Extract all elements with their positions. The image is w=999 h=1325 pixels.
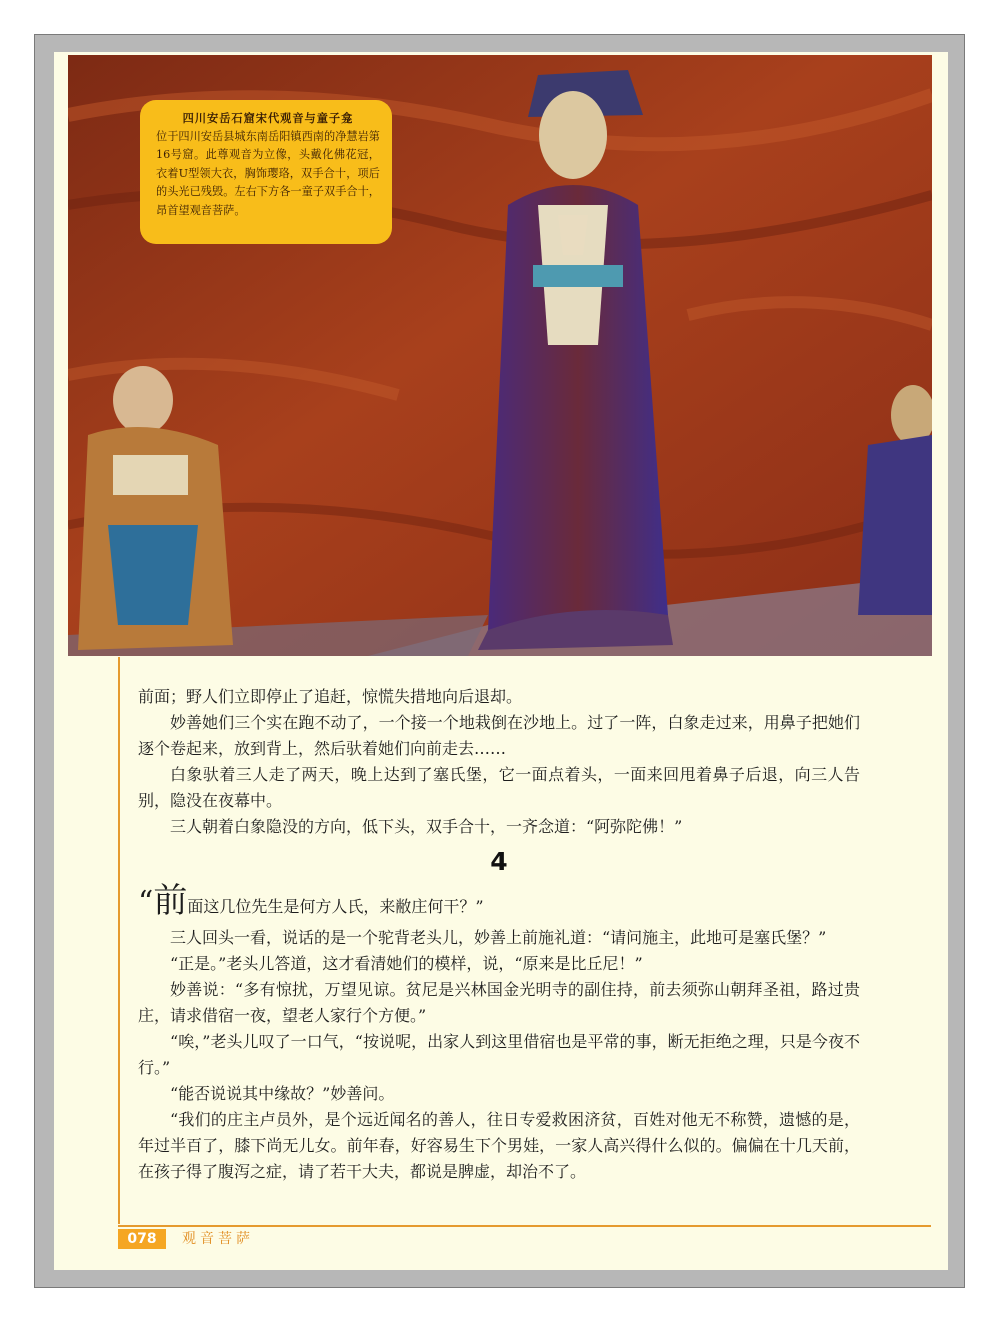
paragraph: 妙善她们三个实在跑不动了，一个接一个地栽倒在沙地上。过了一阵，白象走过来，用鼻子把她们逐个卷起来，放到背上，然后驮着她们向前走去…… — [138, 712, 860, 758]
dropcap-rest: 面这几位先生是何方人氏，来敝庄何干？” — [187, 897, 484, 917]
paragraph: “能否说说其中缘故？”妙善问。 — [170, 1083, 395, 1103]
footer-rule — [118, 1225, 931, 1227]
paragraph: 妙善说：“多有惊扰，万望见谅。贫尼是兴林国金光明寺的副住持，前去须弥山朝拜圣祖，路过贵庄，请求借宿一夜，望老人家行个方便。” — [138, 980, 860, 1026]
paragraph: 前面；野人们立即停止了追赶，惊慌失措地向后退却。 — [138, 687, 523, 706]
chapter-number: 4 — [490, 847, 508, 877]
page-number: 078 — [118, 1229, 166, 1249]
paragraph: “正是。”老头儿答道，这才看清她们的模样，说，“原来是比丘尼！” — [170, 954, 643, 974]
paragraph: 白象驮着三人走了两天，晚上达到了塞氏堡，它一面点着头，一面来回甩着鼻子后退，向三人告别，隐没在夜幕中。 — [138, 764, 860, 810]
dropcap-paragraph — [138, 883, 860, 925]
paragraph: 三人朝着白象隐没的方向，低下头，双手合十，一齐念道：“阿弥陀佛！” — [170, 816, 683, 836]
caption-title: 四川安岳石窟宋代观音与童子龛 — [182, 111, 354, 125]
photo-caption — [140, 100, 392, 244]
dropcap-char: 前 — [153, 881, 188, 922]
caption-body: 位于四川安岳县城东南岳阳镇西南的净慧岩第16号窟。此尊观音为立像，头戴化佛花冠，衣着U型领大衣，胸饰璎珞，双手合十，项后的头光已残毁。左右下方各一童子双手合十，昂首望观音菩萨。 — [156, 129, 380, 217]
running-title: 观音菩萨 — [182, 1231, 254, 1247]
paragraph: “我们的庄主卢员外，是个远近闻名的善人，往日专爱救困济贫，百姓对他无不称赞，遗憾的是，年过半百了，膝下尚无儿女。前年春，好容易生下个男娃，一家人高兴得什么似的。偏偏在十几天前，在孩子得了腹泻之症，请了若干大夫，都说是脾虚，却治不了。 — [138, 1109, 860, 1181]
dropcap-quote: “ — [138, 885, 154, 921]
paragraph: “唉，”老头儿叹了一口气，“按说呢，出家人到这里借宿也是平常的事，断无拒绝之理，只是今夜不行。” — [138, 1032, 860, 1077]
paragraph: 三人回头一看，说话的是一个驼背老头儿，妙善上前施礼道：“请问施主，此地可是塞氏堡？” — [170, 928, 827, 948]
left-margin-rule — [118, 657, 120, 1224]
body-text — [138, 684, 860, 1185]
